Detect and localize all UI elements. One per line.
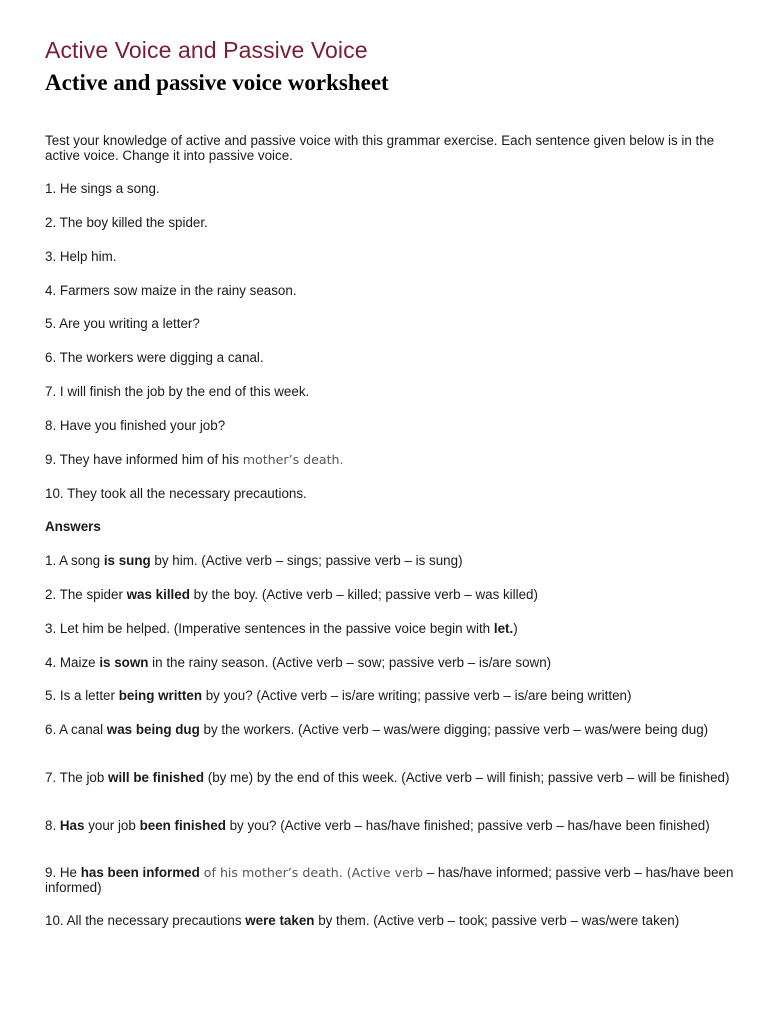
answer-item	[45, 688, 735, 703]
answer-text: – has/have informed; passive verb – has/have been informed)	[45, 865, 734, 895]
question-tail: mother’s death.	[242, 452, 344, 467]
answer-bold: has been informed	[80, 865, 200, 880]
answer-item	[45, 865, 735, 895]
answer-bold: been finished	[139, 818, 226, 833]
answer-bold: is sown	[99, 655, 149, 670]
answer-text: by the workers. (Active verb – was/were digging; passive verb – was/were being dug)	[199, 722, 709, 737]
question-text: 9. They have informed him of his	[45, 452, 240, 467]
question-item: 4. Farmers sow maize in the rainy season.	[45, 283, 297, 298]
question-item: 7. I will finish the job by the end of this week.	[45, 384, 310, 399]
answer-text: by him. (Active verb – sings; passive verb – is sung)	[150, 553, 463, 568]
answer-bold: was killed	[126, 587, 190, 602]
answer-bold: let.	[493, 621, 514, 636]
question-item: 10. They took all the necessary precautions.	[45, 486, 307, 501]
answer-text: 10. All the necessary precautions	[45, 913, 246, 928]
question-item	[45, 452, 735, 467]
answer-text: 2. The spider	[45, 587, 127, 602]
answer-text: by them. (Active verb – took; passive verb – was/were taken)	[314, 913, 680, 928]
intro-paragraph: Test your knowledge of active and passive voice with this grammar exercise. Each sentence given below is in the active voice. Change it into passive voice.	[45, 133, 715, 163]
answer-text: your job	[84, 818, 140, 833]
answer-text: )	[513, 621, 518, 636]
answer-text: by you? (Active verb – is/are writing; passive verb – is/are being written)	[202, 688, 632, 703]
answers-heading: Answers	[45, 519, 101, 534]
answer-text: 4. Maize	[45, 655, 100, 670]
answer-text: 7. The job	[45, 770, 109, 785]
answer-bold: will be finished	[108, 770, 205, 785]
answer-light-text: of his mother’s death. (Active verb	[199, 865, 424, 880]
answer-item	[45, 621, 735, 636]
answer-text: 6. A canal	[45, 722, 107, 737]
answer-bold: Has	[59, 818, 85, 833]
worksheet-subtitle: Active and passive voice worksheet	[45, 70, 389, 95]
answer-item	[45, 818, 735, 833]
answer-item	[45, 655, 735, 670]
answer-item	[45, 587, 735, 602]
answer-text: 9. He	[45, 865, 81, 880]
question-item: 1. He sings a song.	[45, 181, 160, 196]
answer-item	[45, 770, 735, 785]
answer-bold: was being dug	[106, 722, 200, 737]
question-item: 8. Have you finished your job?	[45, 418, 226, 433]
answer-bold: were taken	[245, 913, 315, 928]
answer-text: 5. Is a letter	[45, 688, 119, 703]
answer-text: by the boy. (Active verb – killed; passive verb – was killed)	[189, 587, 538, 602]
answer-text: 3. Let him be helped. (Imperative sentences in the passive voice begin with	[45, 621, 494, 636]
answer-text: by you? (Active verb – has/have finished; passive verb – has/have been finished)	[225, 818, 710, 833]
answer-text: (by me) by the end of this week. (Active verb – will finish; passive verb – will be finished)	[204, 770, 730, 785]
answer-text: 1. A song	[45, 553, 104, 568]
answer-bold: is sung	[103, 553, 151, 568]
answer-item	[45, 913, 735, 928]
answer-text: 8.	[45, 818, 60, 833]
answer-item	[45, 722, 735, 737]
question-item: 6. The workers were digging a canal.	[45, 350, 264, 365]
answer-bold: being written	[118, 688, 203, 703]
question-item: 3. Help him.	[45, 249, 117, 264]
question-item: 5. Are you writing a letter?	[45, 316, 200, 331]
question-item: 2. The boy killed the spider.	[45, 215, 208, 230]
answer-item	[45, 553, 735, 568]
page-title: Active Voice and Passive Voice	[45, 37, 368, 63]
answer-text: in the rainy season. (Active verb – sow; passive verb – is/are sown)	[148, 655, 552, 670]
